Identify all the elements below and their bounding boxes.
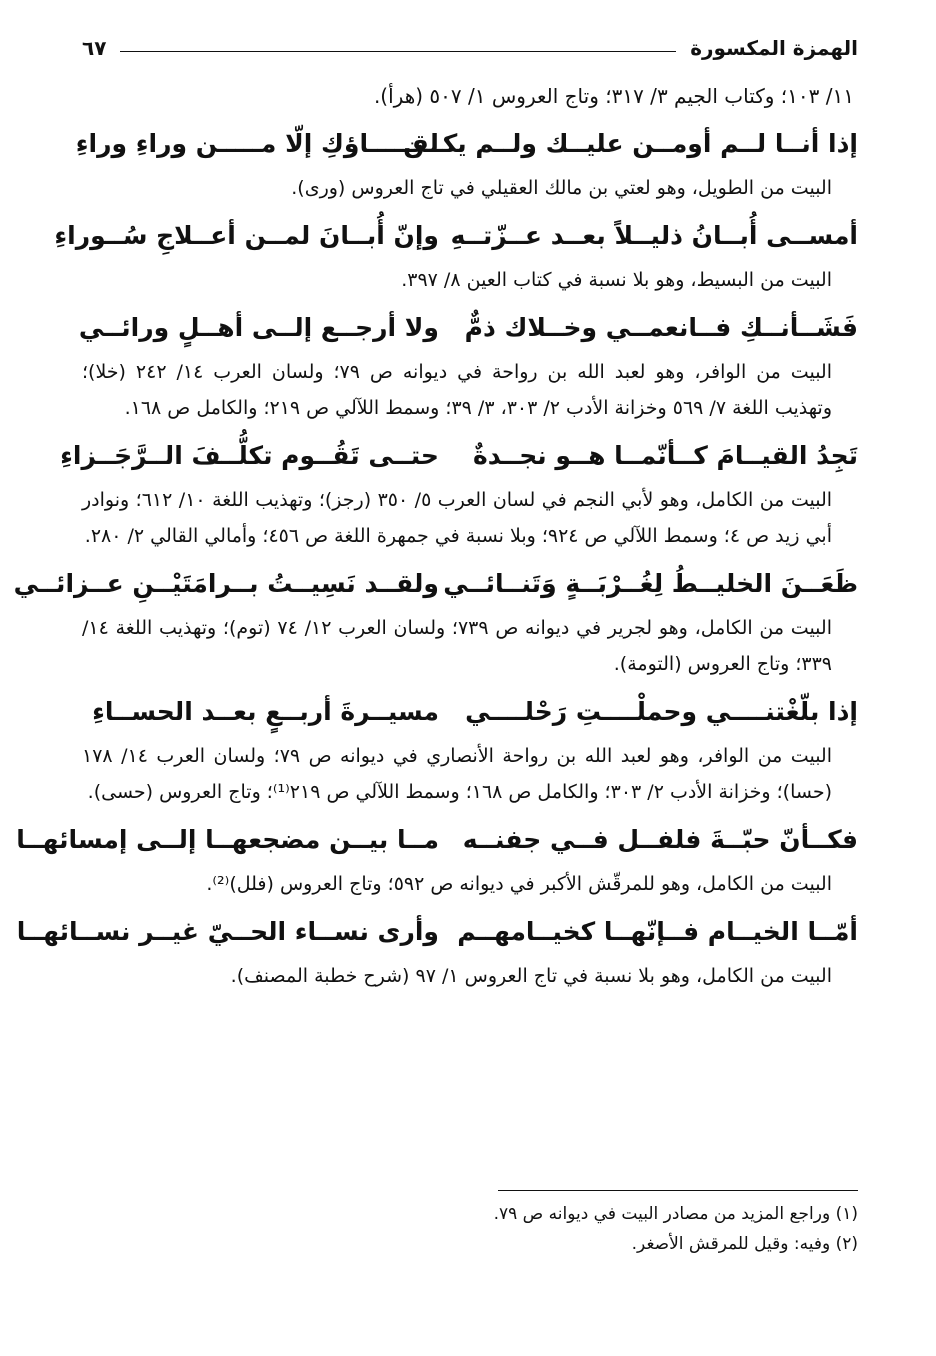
verse-entry: [54, 212, 858, 298]
verse-entry: [82, 688, 858, 810]
second-hemistich: ولا أرجــع إلــى أهــلٍ ورائــي: [78, 313, 439, 342]
footnote: (٢) وفيه: وقيل للمرقش الأصغر.: [631, 1234, 858, 1254]
first-hemistich: إذا بلّغْتنــــي وحملْــــتِ رَحْلــــي: [465, 697, 858, 726]
verse-entry: [16, 816, 858, 902]
verse-note: البيت من الكامل، وهو بلا نسبة في تاج العروس ١/ ٩٧ (شرح خطبة المصنف).: [230, 965, 832, 987]
verse-note: البيت من الكامل، وهو لأبي النجم في لسان العرب ٥/ ٣٥٠ (رجز)؛ وتهذيب اللغة ١٠/ ٦١٢؛ ونوادر أبي زيد ص ٤؛ وسمط اللآلي ص ٩٢٤؛ وبلا نسبة في جمهرة اللغة ص ٤٥٦؛ وأمالي القالي ٢/ ٢٨٠.: [82, 489, 833, 547]
verse-entry: [60, 432, 858, 554]
verse-note: البيت من البسيط، وهو بلا نسبة في كتاب العين ٨/ ٣٩٧.: [401, 269, 832, 291]
first-hemistich: فَشَــأنــكِ فــانعمــي وخــلاك ذمٌّ: [464, 313, 858, 342]
page-header: [82, 28, 858, 68]
page-body: [13, 78, 858, 994]
second-hemistich: وأرى نســاء الحــيّ غيــر نســائهــا: [16, 917, 439, 946]
footnote-rule: [498, 1190, 858, 1191]
footnotes: [82, 1190, 858, 1259]
verse-entry: [75, 120, 858, 206]
verse-note: البيت من الكامل، وهو لجرير في ديوانه ص ٧٣٩؛ ولسان العرب ١٢/ ٧٤ (توم)؛ وتهذيب اللغة ١٤/ ٣٣٩؛ وتاج العروس (التومة).: [82, 617, 832, 675]
second-hemistich: مــا بيــن مضجعهــا إلــى إمسائهــا: [16, 825, 439, 854]
verse-line: [54, 212, 858, 260]
verse-note: البيت من الوافر، وهو لعبد الله بن رواحة الأنصاري في ديوانه ص ٧٩؛ ولسان العرب ١٤/ ١٧٨ (حسا)؛ وخزانة الأدب ٢/ ٣٠٣؛ والكامل ص ١٦٨؛ وسمط اللآلي ص ٢١٩⁽¹⁾؛ وتاج العروس (حسى).: [82, 745, 833, 803]
verse-note: البيت من الوافر، وهو لعبد الله بن رواحة في ديوانه ص ٧٩؛ ولسان العرب ١٤/ ٢٤٢ (خلا)؛ وتهذيب اللغة ٧/ ٥٦٩ وخزانة الأدب ٢/ ٣٠٣، ٣/ ٣٩؛ وسمط اللآلي ص ٢١٩؛ والكامل ص ١٦٨.: [82, 361, 832, 419]
second-hemistich: حتــى تَقُــوم تكلُّــفَ الــرَّجَــزاءِ: [60, 441, 439, 470]
first-hemistich: أمّــا الخيــام فــإنّهــا كخيــامهــم: [457, 917, 858, 946]
verse-line: [82, 688, 858, 736]
header-rule: [120, 51, 676, 52]
verse-line: [78, 304, 858, 352]
verse-line: [13, 560, 858, 608]
verse-line: [75, 120, 858, 168]
second-hemistich: ولقــد نَسِيــتُ بــرامَتَيْــنِ عــزائــي: [13, 569, 439, 598]
page-number: ٦٧: [82, 36, 107, 60]
running-title: الهمزة المكسورة: [690, 36, 858, 60]
first-hemistich: تَجِدُ القيــامَ كــأنّمــا هــو نجــدةٌ: [472, 441, 858, 470]
verse-line: [60, 432, 858, 480]
footnote: (١) وراجع المزيد من مصادر البيت في ديوانه ص ٧٩.: [493, 1204, 858, 1224]
first-hemistich: إذا أنــا لــم أومــن عليــك ولــم يكــن: [403, 129, 858, 158]
second-hemistich: وإنّ أُبــانَ لمــن أعــلاجِ سُــوراءِ: [54, 221, 439, 250]
verse-entry: [16, 908, 858, 994]
verse-line: [16, 816, 858, 864]
continuation-text: ١١/ ١٠٣؛ وكتاب الجيم ٣/ ٣١٧؛ وتاج العروس ١/ ٥٠٧ (هرأ).: [373, 84, 854, 108]
verse-entry: [78, 304, 858, 426]
first-hemistich: ظَعَــنَ الخليــطُ لِغُــرْبَــةٍ وَتَنــائــي: [443, 569, 858, 598]
verse-note: البيت من الكامل، وهو للمرقّش الأكبر في ديوانه ص ٥٩٢؛ وتاج العروس (فلل)⁽²⁾.: [206, 873, 832, 895]
second-hemistich: لقـــــاؤكِ إلّا مـــــن وراءِ وراءِ: [75, 129, 439, 158]
first-hemistich: فكــأنّ حبّــةَ فلفــل فــي جفنــه: [462, 825, 858, 854]
verse-note: البيت من الطويل، وهو لعتي بن مالك العقيلي في تاج العروس (ورى).: [291, 177, 832, 199]
verse-entry: [13, 560, 858, 682]
first-hemistich: أمســى أُبــانُ ذليــلاً بعــد عــزّتــهِ: [450, 221, 858, 250]
second-hemistich: مسيــرةَ أربــعٍ بعــد الحســاءِ: [92, 697, 439, 726]
verse-line: [16, 908, 858, 956]
